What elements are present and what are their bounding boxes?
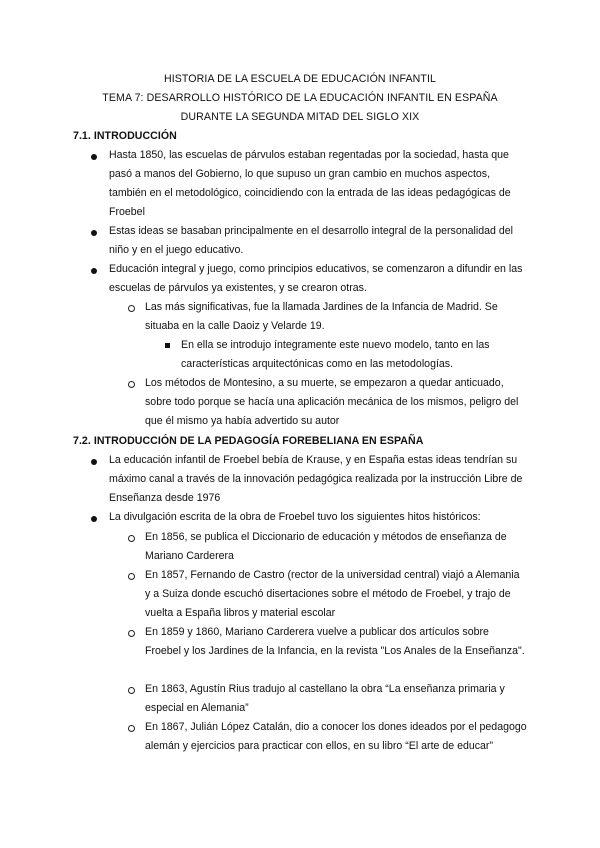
sub-list-item: Las más significativas, fue la llamada Jardines de la Infancia de Madrid. Se situaba en la calle Daoiz y Velarde 19.: [145, 301, 498, 332]
list-item: Hasta 1850, las escuelas de párvulos estaban regentadas por la sociedad, hasta que pasó a manos del Gobierno, lo que supuso un gran cambio en muchos aspectos, también en el metodológico, coincidiendo con la entrada de las ideas pedagógicas de Froebel: [109, 149, 511, 218]
sub-list-item: En 1857, Fernando de Castro (rector de la universidad central) viajó a Alemania y a Suiza donde escuchó disertaciones sobre el método de Froebel, y trajo de vuelta a España libros y material escolar: [145, 569, 520, 619]
header-line-3: DURANTE LA SEGUNDA MITAD DEL SIGLO XIX: [180, 111, 420, 123]
bullet-hollow-icon: [128, 305, 135, 312]
section-title-7-2: 7.2. INTRODUCCIÓN DE LA PEDAGOGÍA FOREBELIANA EN ESPAÑA: [73, 435, 424, 447]
bullet-square-icon: [165, 343, 170, 348]
sub-sub-list-item: En ella se introdujo íntegramente este nuevo modelo, tanto en las características arquitectónicas como en las metodologías.: [181, 339, 490, 370]
header-line-2: TEMA 7: DESARROLLO HISTÓRICO DE LA EDUCACIÓN INFANTIL EN ESPAÑA: [102, 92, 498, 104]
bullet-filled-icon: [91, 516, 97, 522]
bullet-filled-icon: [91, 459, 97, 465]
bullet-hollow-icon: [128, 535, 135, 542]
bullet-hollow-icon: [128, 381, 135, 388]
list-item: Educación integral y juego, como principios educativos, se comenzaron a difundir en las escuelas de párvulos ya existentes, y se crearon otras.: [109, 263, 523, 294]
sub-list-item: En 1867, Julián López Catalán, dio a conocer los dones ideados por el pedagogo alemán y ejercicios para practicar con ellos, en su libro “El arte de educar”: [145, 721, 527, 752]
list-item: La divulgación escrita de la obra de Froebel tuvo los siguientes hitos históricos:: [109, 511, 481, 523]
bullet-hollow-icon: [128, 630, 135, 637]
sub-list-item: En 1856, se publica el Diccionario de educación y métodos de enseñanza de Mariano Carderera: [145, 531, 507, 562]
bullet-filled-icon: [91, 268, 97, 274]
header-line-1: HISTORIA DE LA ESCUELA DE EDUCACIÓN INFANTIL: [163, 73, 437, 85]
sub-list-item: En 1859 y 1860, Mariano Carderera vuelve a publicar dos artículos sobre Froebel y los Jardines de la Infancia, en la revista "Los Anales de la Enseñanza".: [145, 626, 525, 657]
bullet-hollow-icon: [128, 573, 135, 580]
bullet-filled-icon: [91, 154, 97, 160]
bullet-filled-icon: [91, 230, 97, 236]
section-title-7-1: 7.1. INTRODUCCIÓN: [73, 130, 177, 142]
bullet-hollow-icon: [128, 725, 135, 732]
list-item: Estas ideas se basaban principalmente en el desarrollo integral de la personalidad del niño y en el juego educativo.: [109, 225, 513, 256]
list-item: La educación infantil de Froebel bebía de Krause, y en España estas ideas tendrían su máximo canal a través de la innovación pedagógica realizada por la instrucción Libre de Enseñanza desde 1976: [109, 454, 523, 504]
sub-list-item: En 1863, Agustín Rius tradujo al castellano la obra “La enseñanza primaria y especial en Alemania”: [145, 683, 505, 714]
sub-list-item: Los métodos de Montesino, a su muerte, se empezaron a quedar anticuado, sobre todo porque se hacía una aplicación mecánica de los mismos, peligro del que él mismo ya había advertido su autor: [145, 377, 519, 427]
bullet-hollow-icon: [128, 687, 135, 694]
document-header: [0, 70, 600, 127]
